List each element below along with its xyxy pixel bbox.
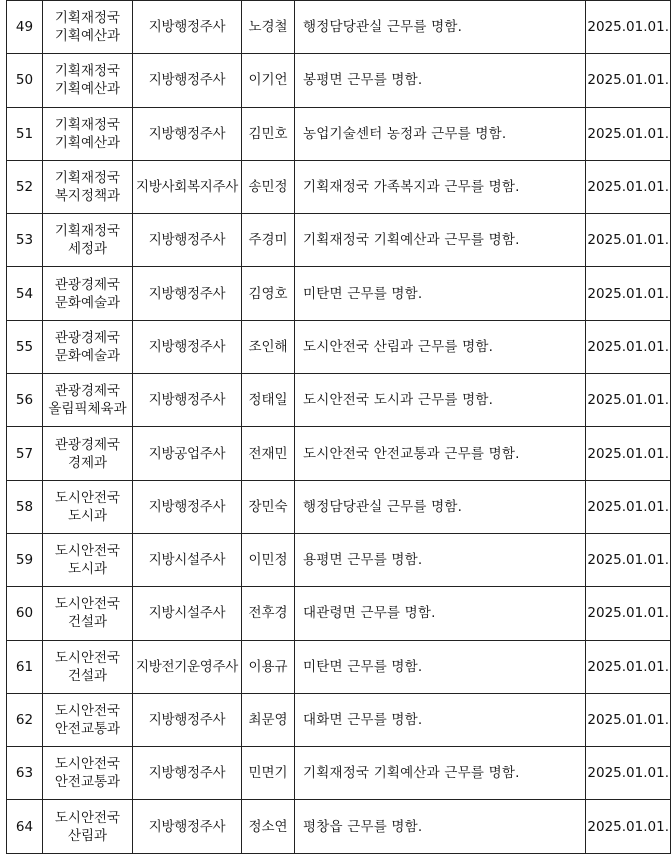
name-cell: 최문영: [242, 693, 295, 746]
department-division: 복지정책과: [54, 188, 121, 205]
name-cell: 전재민: [242, 427, 295, 480]
department-division: 기획예산과: [54, 134, 121, 151]
department-division: 문화예술과: [54, 347, 121, 364]
department-division: 세정과: [67, 241, 108, 258]
table-row: [7, 480, 671, 533]
department-cell: [43, 160, 133, 213]
rank-cell: 지방행정주사: [133, 107, 242, 160]
table-row: [7, 320, 671, 373]
personnel-table: [6, 0, 671, 854]
department-bureau: 관광경제국: [54, 383, 121, 400]
row-number: 61: [7, 640, 43, 693]
assignment-cell: 농업기술센터 농정과 근무를 명함.: [295, 107, 586, 160]
department-division: 안전교통과: [54, 721, 121, 737]
assignment-cell: 대화면 근무를 명함.: [295, 693, 586, 746]
department-bureau: 기획재정국: [54, 116, 121, 133]
assignment-cell: 행정담당관실 근무를 명함.: [295, 480, 586, 533]
department-cell: [43, 640, 133, 693]
department-bureau: 도시안전국: [54, 543, 121, 560]
department-bureau: 기획재정국: [54, 63, 121, 80]
rank-cell: 지방공업주사: [133, 427, 242, 480]
effective-date-cell: 2025.01.01.: [586, 587, 671, 640]
effective-date-cell: 2025.01.01.: [586, 427, 671, 480]
department-cell: [43, 427, 133, 480]
name-cell: 정소연: [242, 800, 295, 853]
department-cell: [43, 267, 133, 320]
row-number: 63: [7, 747, 43, 800]
row-number: 50: [7, 54, 43, 107]
department-cell: [43, 1, 133, 54]
department-bureau: 관광경제국: [54, 436, 121, 453]
department-cell: [43, 533, 133, 586]
name-cell: 이기언: [242, 54, 295, 107]
table-row: [7, 374, 671, 427]
table-row: [7, 747, 671, 800]
rank-cell: 지방행정주사: [133, 214, 242, 267]
rank-cell: 지방행정주사: [133, 267, 242, 320]
effective-date-cell: 2025.01.01.: [586, 1, 671, 54]
effective-date-cell: 2025.01.01.: [586, 160, 671, 213]
department-division: 올림픽체육과: [48, 401, 127, 418]
rank-cell: 지방행정주사: [133, 320, 242, 373]
department-cell: [43, 320, 133, 373]
effective-date-cell: 2025.01.01.: [586, 480, 671, 533]
department-bureau: 관광경제국: [54, 329, 121, 346]
row-number: 62: [7, 693, 43, 746]
table-row: [7, 54, 671, 107]
rank-cell: 지방행정주사: [133, 54, 242, 107]
department-bureau: 도시안전국: [54, 703, 121, 719]
effective-date-cell: 2025.01.01.: [586, 320, 671, 373]
assignment-cell: 봉평면 근무를 명함.: [295, 54, 586, 107]
row-number: 51: [7, 107, 43, 160]
name-cell: 김영호: [242, 267, 295, 320]
table-row: [7, 267, 671, 320]
name-cell: 민면기: [242, 747, 295, 800]
assignment-cell: 도시안전국 도시과 근무를 명함.: [295, 374, 586, 427]
name-cell: 조인해: [242, 320, 295, 373]
name-cell: 주경미: [242, 214, 295, 267]
assignment-cell: 기획재정국 가족복지과 근무를 명함.: [295, 160, 586, 213]
department-cell: [43, 800, 133, 853]
rank-cell: 지방시설주사: [133, 587, 242, 640]
rank-cell: 지방행정주사: [133, 374, 242, 427]
effective-date-cell: 2025.01.01.: [586, 54, 671, 107]
effective-date-cell: 2025.01.01.: [586, 800, 671, 853]
department-bureau: 도시안전국: [54, 809, 121, 826]
department-cell: [43, 107, 133, 160]
assignment-cell: 도시안전국 안전교통과 근무를 명함.: [295, 427, 586, 480]
effective-date-cell: 2025.01.01.: [586, 747, 671, 800]
effective-date-cell: 2025.01.01.: [586, 374, 671, 427]
name-cell: 송민정: [242, 160, 295, 213]
department-division: 기획예산과: [54, 28, 121, 45]
name-cell: 정태일: [242, 374, 295, 427]
name-cell: 이용규: [242, 640, 295, 693]
row-number: 57: [7, 427, 43, 480]
table-row: [7, 587, 671, 640]
rank-cell: 지방행정주사: [133, 747, 242, 800]
department-bureau: 관광경제국: [54, 276, 121, 293]
row-number: 59: [7, 533, 43, 586]
table-row: [7, 427, 671, 480]
row-number: 60: [7, 587, 43, 640]
assignment-cell: 행정담당관실 근무를 명함.: [295, 1, 586, 54]
row-number: 58: [7, 480, 43, 533]
department-division: 건설과: [67, 667, 108, 684]
assignment-cell: 기획재정국 기획예산과 근무를 명함.: [295, 214, 586, 267]
assignment-cell: 평창읍 근무를 명함.: [295, 800, 586, 853]
name-cell: 노경철: [242, 1, 295, 54]
department-division: 도시과: [67, 561, 108, 578]
effective-date-cell: 2025.01.01.: [586, 693, 671, 746]
department-bureau: 도시안전국: [54, 489, 121, 506]
rank-cell: 지방행정주사: [133, 693, 242, 746]
department-bureau: 도시안전국: [54, 756, 121, 773]
table-body: [7, 1, 671, 854]
name-cell: 김민호: [242, 107, 295, 160]
assignment-cell: 기획재정국 기획예산과 근무를 명함.: [295, 747, 586, 800]
department-division: 문화예술과: [54, 294, 121, 311]
assignment-cell: 미탄면 근무를 명함.: [295, 640, 586, 693]
rank-cell: 지방사회복지주사: [133, 160, 242, 213]
row-number: 54: [7, 267, 43, 320]
department-cell: [43, 480, 133, 533]
department-cell: [43, 54, 133, 107]
row-number: 56: [7, 374, 43, 427]
row-number: 52: [7, 160, 43, 213]
rank-cell: 지방행정주사: [133, 480, 242, 533]
department-division: 산림과: [67, 827, 108, 844]
table-row: [7, 693, 671, 746]
table-row: [7, 107, 671, 160]
row-number: 64: [7, 800, 43, 853]
department-cell: [43, 747, 133, 800]
assignment-cell: 대관령면 근무를 명함.: [295, 587, 586, 640]
department-bureau: 도시안전국: [54, 596, 121, 613]
department-cell: [43, 374, 133, 427]
department-bureau: 기획재정국: [54, 10, 121, 27]
row-number: 49: [7, 1, 43, 54]
rank-cell: 지방시설주사: [133, 533, 242, 586]
department-division: 건설과: [67, 614, 108, 631]
rank-cell: 지방행정주사: [133, 1, 242, 54]
table-row: [7, 214, 671, 267]
table-row: [7, 640, 671, 693]
department-division: 기획예산과: [54, 81, 121, 98]
assignment-cell: 미탄면 근무를 명함.: [295, 267, 586, 320]
table-row: [7, 160, 671, 213]
department-division: 도시과: [67, 507, 108, 524]
department-cell: [43, 214, 133, 267]
department-division: 경제과: [67, 454, 108, 471]
department-division: 안전교통과: [54, 774, 121, 791]
effective-date-cell: 2025.01.01.: [586, 107, 671, 160]
effective-date-cell: 2025.01.01.: [586, 533, 671, 586]
rank-cell: 지방행정주사: [133, 800, 242, 853]
department-cell: [43, 587, 133, 640]
effective-date-cell: 2025.01.01.: [586, 214, 671, 267]
table-row: [7, 1, 671, 54]
name-cell: 전후경: [242, 587, 295, 640]
effective-date-cell: 2025.01.01.: [586, 267, 671, 320]
effective-date-cell: 2025.01.01.: [586, 640, 671, 693]
rank-cell: 지방전기운영주사: [133, 640, 242, 693]
row-number: 55: [7, 320, 43, 373]
row-number: 53: [7, 214, 43, 267]
assignment-cell: 도시안전국 산림과 근무를 명함.: [295, 320, 586, 373]
name-cell: 이민정: [242, 533, 295, 586]
department-bureau: 도시안전국: [54, 649, 121, 666]
department-bureau: 기획재정국: [54, 223, 121, 240]
assignment-cell: 용평면 근무를 명함.: [295, 533, 586, 586]
department-cell: [43, 693, 133, 746]
name-cell: 장민숙: [242, 480, 295, 533]
table-row: [7, 800, 671, 853]
table-row: [7, 533, 671, 586]
department-bureau: 기획재정국: [54, 170, 121, 187]
